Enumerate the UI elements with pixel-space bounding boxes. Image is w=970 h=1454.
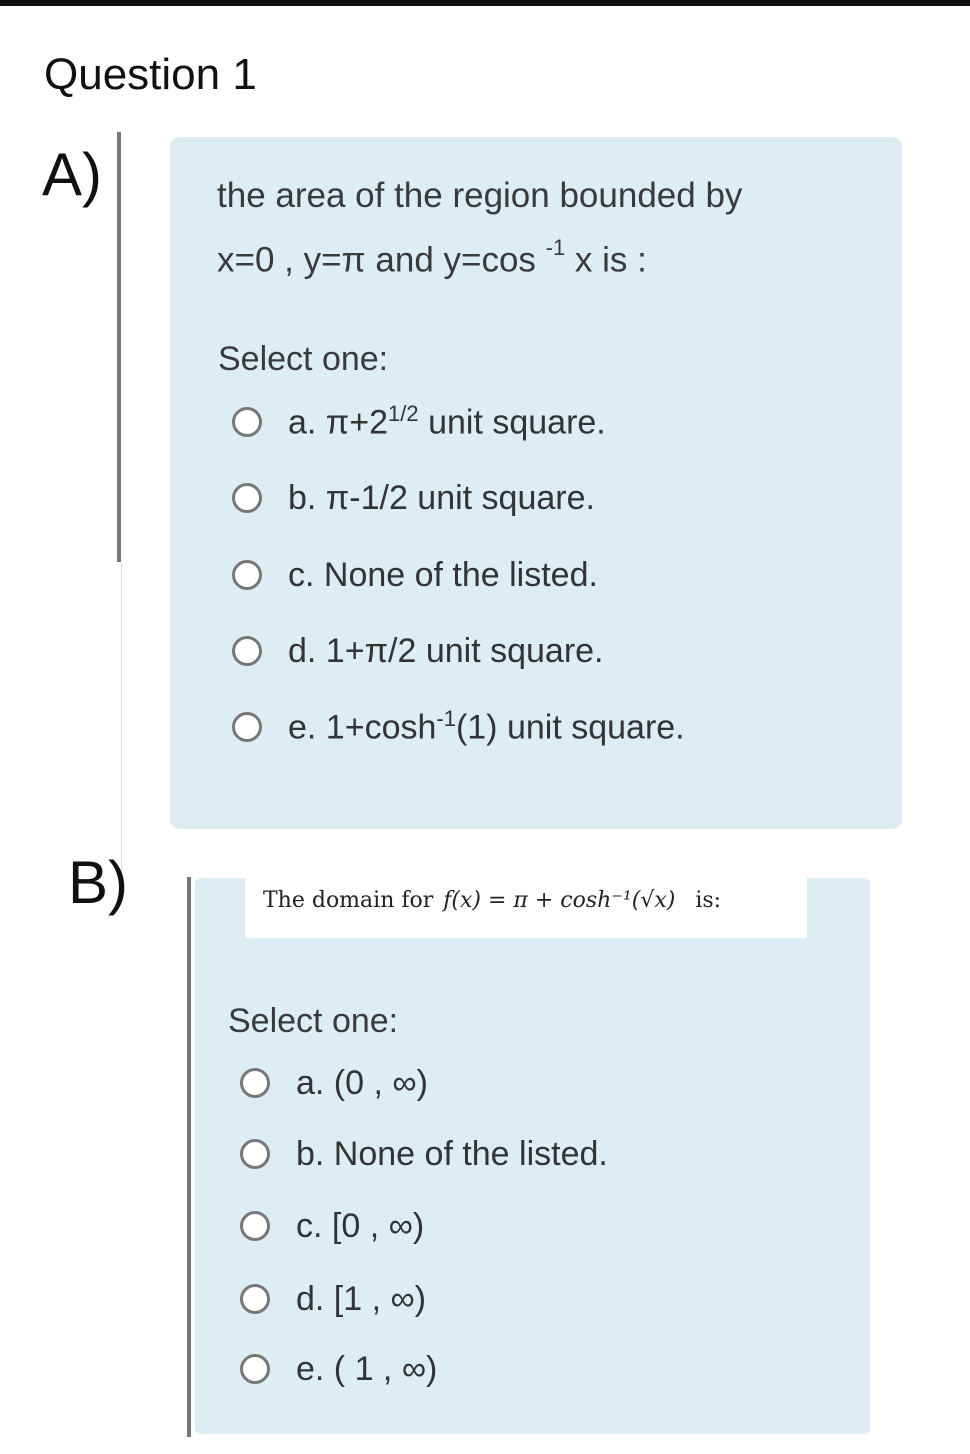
part-a-option-c[interactable]	[232, 553, 598, 597]
top-border	[0, 0, 970, 6]
radio-button[interactable]	[232, 560, 262, 590]
part-b-label: B)	[68, 849, 128, 916]
part-b-question-suffix: is:	[695, 887, 722, 913]
part-a-option-a[interactable]	[232, 400, 606, 444]
part-a-question-line2-sup: -1	[545, 235, 566, 260]
part-b-option-d[interactable]	[240, 1277, 426, 1321]
radio-button[interactable]	[240, 1211, 270, 1241]
part-a-option-d[interactable]	[232, 629, 604, 673]
part-a-select-label: Select one:	[218, 340, 389, 378]
radio-button[interactable]	[232, 483, 262, 513]
option-text: e. 1+cosh	[288, 708, 437, 747]
option-label: d. [1 , ∞)	[296, 1279, 427, 1318]
option-text: a. π+2	[288, 403, 389, 442]
part-a-label: A)	[42, 141, 102, 208]
part-b-option-a[interactable]	[240, 1061, 428, 1105]
radio-button[interactable]	[240, 1354, 270, 1384]
part-b-question-prefix: The domain for	[263, 887, 434, 913]
part-a-option-b[interactable]	[232, 476, 595, 520]
option-sup: 1/2	[388, 401, 419, 427]
option-text-suffix: (1) unit square.	[455, 708, 685, 747]
part-a-question-line2	[217, 224, 742, 289]
option-sup: -1	[436, 706, 456, 732]
part-b-option-b[interactable]	[240, 1132, 608, 1176]
part-a-option-e[interactable]	[232, 705, 685, 749]
part-a-question-line2-prefix: x=0 , y=π and y=cos	[217, 240, 546, 280]
part-a-divider-faint	[121, 562, 122, 872]
option-text-suffix: unit square.	[418, 403, 606, 442]
part-b-option-c[interactable]	[240, 1204, 424, 1248]
part-a-question-line1: the area of the region bounded by	[217, 176, 743, 215]
radio-button[interactable]	[232, 712, 262, 742]
option-label: d. 1+π/2 unit square.	[288, 631, 604, 670]
part-a-question-line2-suffix: x is :	[565, 240, 647, 280]
option-label: e. ( 1 , ∞)	[296, 1349, 438, 1388]
radio-button[interactable]	[232, 407, 262, 437]
part-b-divider	[187, 877, 191, 1437]
option-label: b. None of the listed.	[296, 1134, 608, 1173]
radio-button[interactable]	[240, 1139, 270, 1169]
option-label: b. π-1/2 unit square.	[288, 478, 595, 517]
radio-button[interactable]	[240, 1284, 270, 1314]
option-label: c. None of the listed.	[288, 555, 598, 594]
part-b-select-label: Select one:	[228, 1002, 399, 1040]
part-a-question	[217, 168, 742, 289]
part-b-option-e[interactable]	[240, 1347, 437, 1391]
radio-button[interactable]	[240, 1068, 270, 1098]
question-title: Question 1	[44, 50, 257, 99]
option-label: c. [0 , ∞)	[296, 1206, 425, 1245]
part-b-question	[245, 862, 807, 938]
part-b-formula: f(x) = π + cosh⁻¹(√x)	[443, 887, 676, 913]
option-label	[288, 706, 685, 747]
option-label: a. (0 , ∞)	[296, 1063, 428, 1102]
option-label	[288, 401, 606, 442]
part-a-divider	[117, 132, 121, 562]
radio-button[interactable]	[232, 636, 262, 666]
